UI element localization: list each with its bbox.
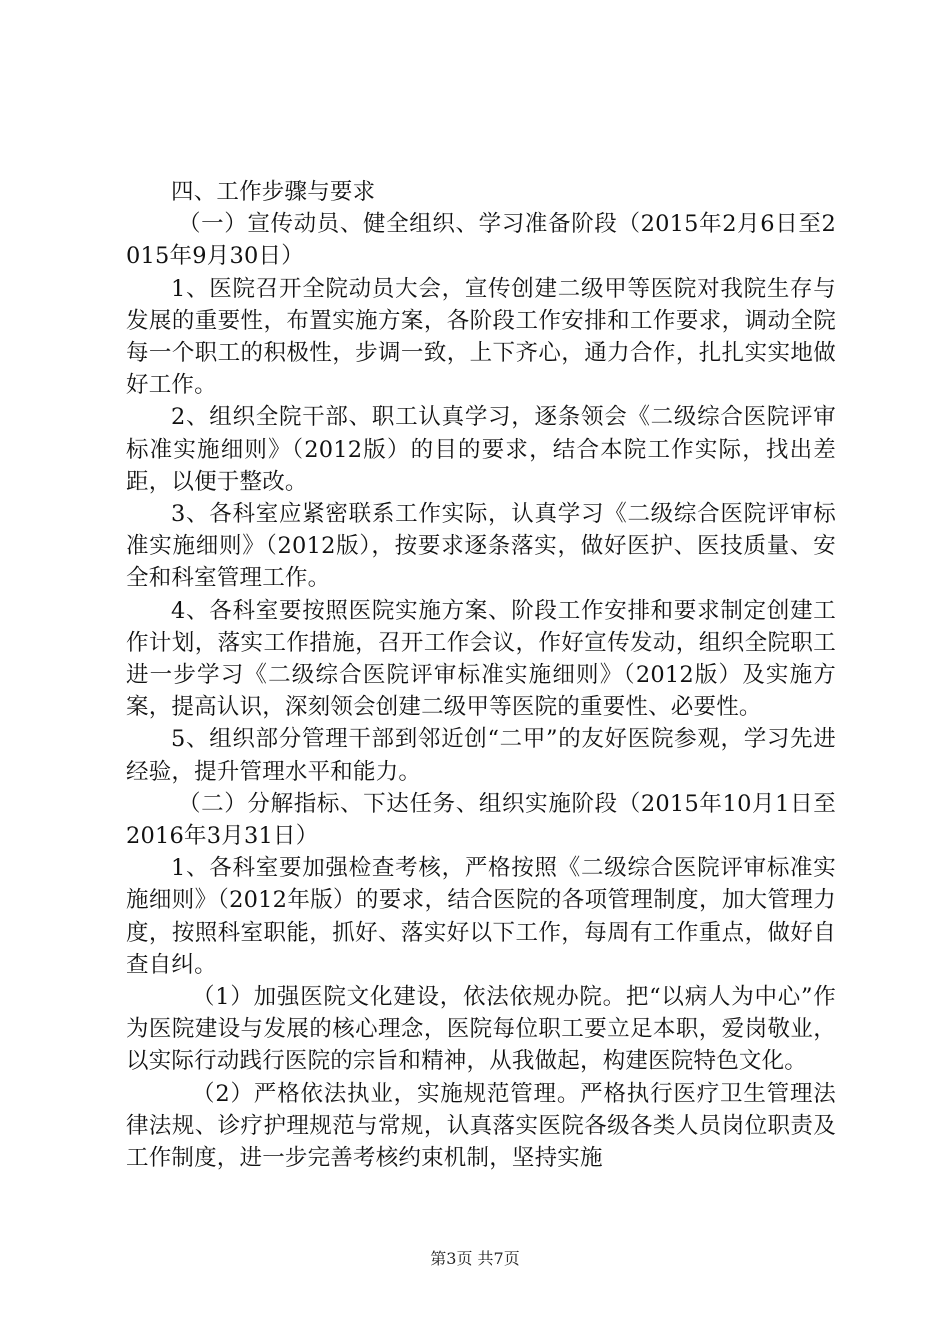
paragraph-item-4: 4、各科室要按照医院实施方案、阶段工作安排和要求制定创建工作计划，落实工作措施，召开工作会议，作好宣传发动，组织全院职工进一步学习《二级综合医院评审标准实施细则》（2012版）及实施方案，提高认识，深刻领会创建二级甲等医院的重要性、必要性。	[126, 597, 836, 721]
section-heading: 四、工作步骤与要求	[171, 179, 376, 205]
paragraph-stage-two-item-1: 1、各科室要加强检查考核，严格按照《二级综合医院评审标准实施细则》（2012年版）的要求，结合医院的各项管理制度，加大管理力度，按照科室职能，抓好、落实好以下工作，每周有工作重点，做好自查自纠。	[126, 855, 836, 978]
paragraph-subitem-1: （1）加强医院文化建设，依法依规办院。把“以病人为中心”作为医院建设与发展的核心理念，医院每位职工要立足本职，爱岗敬业，以实际行动践行医院的宗旨和精神，从我做起，构建医院特色文化。	[126, 984, 836, 1075]
paragraph-item-5: 5、组织部分管理干部到邻近创“二甲”的友好医院参观，学习先进经验，提升管理水平和能力。	[126, 726, 836, 785]
page-number-footer: 第3页 共7页	[430, 1249, 520, 1268]
stage-one-heading: （一）宣传动员、健全组织、学习准备阶段（2015年2月6日至2015年9月30日）	[126, 211, 836, 270]
paragraph-item-3: 3、各科室应紧密联系工作实际，认真学习《二级综合医院评审标准实施细则》（2012版），按要求逐条落实，做好医护、医技质量、安全和科室管理工作。	[126, 501, 836, 592]
stage-two-heading: （二）分解指标、下达任务、组织实施阶段（2015年10月1日至2016年3月31日）	[126, 790, 836, 850]
paragraph-item-1: 1、医院召开全院动员大会，宣传创建二级甲等医院对我院生存与发展的重要性，布置实施方案，各阶段工作安排和工作要求，调动全院每一个职工的积极性，步调一致，上下齐心，通力合作，扎扎实实地做好工作。	[126, 275, 836, 399]
paragraph-subitem-2: （2）严格依法执业，实施规范管理。严格执行医疗卫生管理法律法规、诊疗护理规范与常规，认真落实医院各级各类人员岗位职责及工作制度，进一步完善考核约束机制，坚持实施	[126, 1080, 836, 1172]
paragraph-item-2: 2、组织全院干部、职工认真学习，逐条领会《二级综合医院评审标准实施细则》（2012版）的目的要求，结合本院工作实际，找出差距，以便于整改。	[126, 404, 836, 495]
document-body	[126, 176, 836, 1174]
